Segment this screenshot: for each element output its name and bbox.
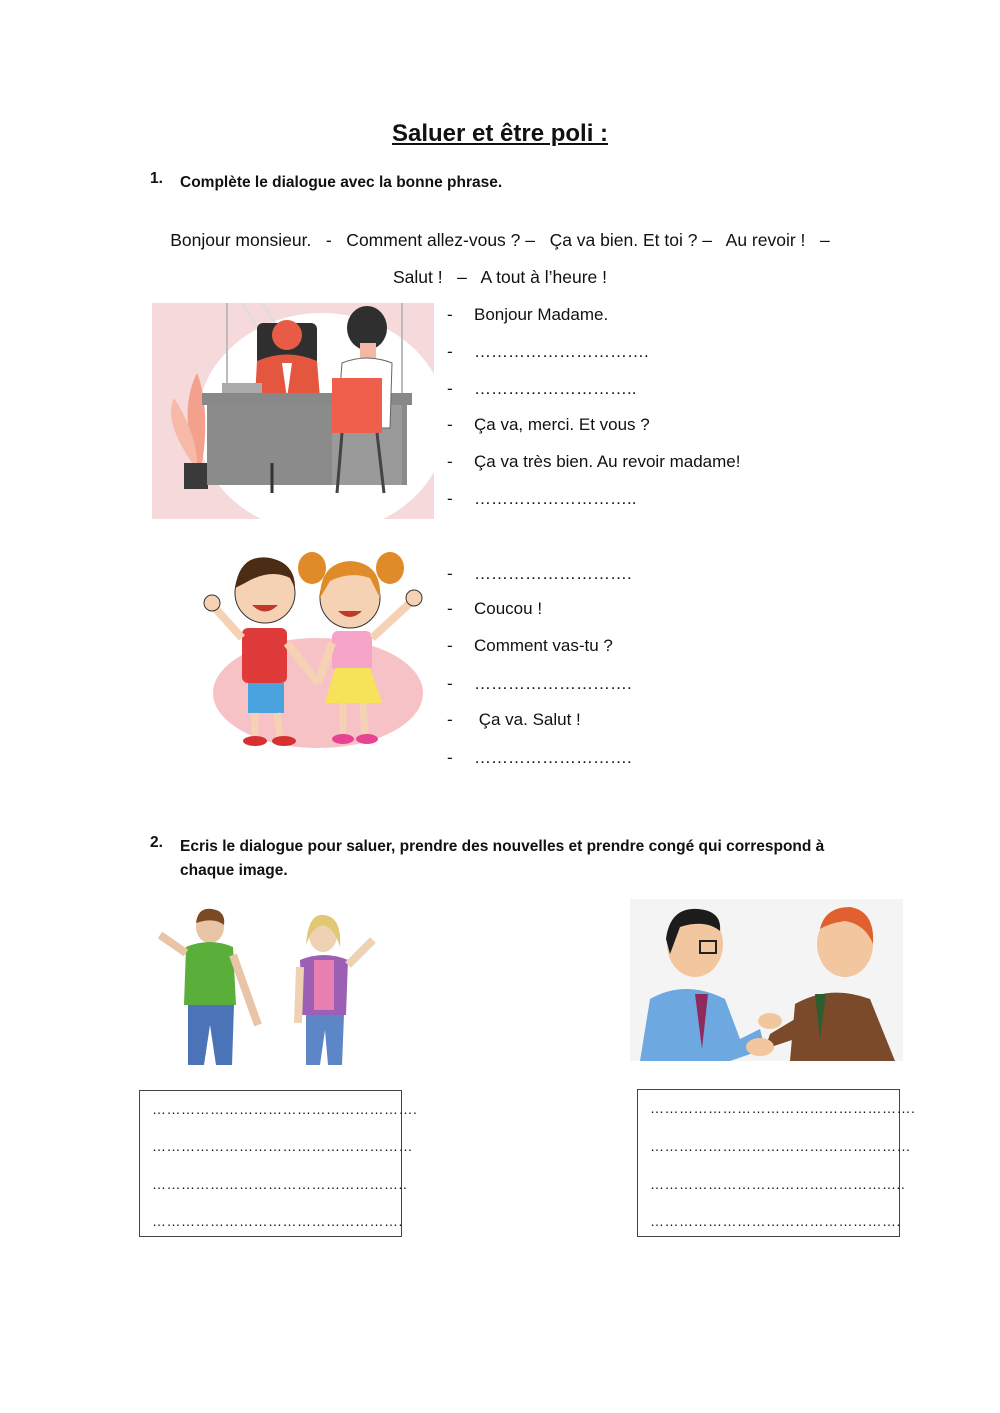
dialogue-text: Coucou ! — [474, 599, 543, 618]
dialogue-line — [447, 599, 927, 623]
dialogue-line — [447, 379, 927, 403]
answer-line[interactable]: …………………………………………….. — [650, 1176, 906, 1192]
dialogue-text: Ça va. Salut ! — [474, 710, 581, 729]
dialogue-text: Ça va très bien. Au revoir madame! — [474, 452, 741, 471]
answer-line[interactable]: ……………………………………………… — [152, 1138, 413, 1154]
dialogue-line — [447, 636, 927, 660]
dash: - — [447, 748, 453, 767]
dash: - — [447, 710, 453, 729]
dialogue-text: Bonjour Madame. — [474, 305, 609, 324]
dialogue-line — [447, 415, 927, 439]
office-meeting-illustration — [152, 303, 434, 519]
answer-box-right[interactable] — [637, 1089, 916, 1237]
children-waving-illustration — [200, 543, 435, 753]
answer-blank[interactable]: ……………………….. — [474, 489, 637, 508]
answer-line[interactable]: ……………………………………………. — [152, 1213, 403, 1229]
answer-blank[interactable]: ………………………. — [474, 564, 632, 583]
answer-blank[interactable]: ………………………. — [474, 748, 632, 767]
answer-blank[interactable]: …………………………. — [474, 342, 649, 361]
dash: - — [447, 415, 453, 434]
answer-blank[interactable]: ………………………. — [474, 674, 632, 693]
page-title: Saluer et être poli : — [391, 120, 609, 147]
dialogue-text: Ça va, merci. Et vous ? — [474, 415, 650, 434]
instruction-text: Ecris le dialogue pour saluer, prendre des nouvelles et prendre congé qui correspond à — [180, 838, 825, 855]
answer-line[interactable]: ……………………………………………… — [650, 1138, 911, 1154]
dash: - — [447, 342, 453, 361]
dialogue-2 — [447, 562, 927, 782]
exercise-2-instruction — [150, 834, 950, 889]
dialogue-line — [447, 305, 927, 329]
dash: - — [447, 305, 453, 324]
dash: - — [447, 452, 453, 471]
instruction-text: Complète le dialogue avec la bonne phrase. — [180, 174, 503, 191]
dialogue-line — [447, 452, 927, 476]
dialogue-1 — [447, 303, 927, 523]
dialogue-line — [447, 564, 927, 588]
answer-blank[interactable]: ……………………….. — [474, 379, 637, 398]
exercise-number: 2. — [150, 834, 163, 851]
dash: - — [447, 674, 453, 693]
business-handshake-illustration — [630, 899, 903, 1061]
teens-waving-illustration — [148, 905, 393, 1067]
answer-box-left[interactable] — [139, 1090, 418, 1237]
dialogue-text: Comment vas-tu ? — [474, 636, 613, 655]
dash: - — [447, 564, 453, 583]
dialogue-line — [447, 489, 927, 513]
word-bank-line-1: Bonjour monsieur. - Comment allez-vous ? – Ça va bien. Et toi ? – Au revoir ! – — [170, 230, 830, 250]
dialogue-line — [447, 342, 927, 366]
exercise-1-instruction — [150, 170, 950, 200]
dash: - — [447, 489, 453, 508]
dialogue-line — [447, 674, 927, 698]
dash: - — [447, 599, 453, 618]
dialogue-line — [447, 710, 927, 734]
dash: - — [447, 379, 453, 398]
instruction-text: chaque image. — [180, 862, 288, 879]
answer-line[interactable]: ………………………………………………. — [650, 1100, 916, 1116]
word-bank-line-2: Salut ! – A tout à l’heure ! — [392, 267, 608, 287]
answer-line[interactable]: …………………………………………….. — [152, 1176, 408, 1192]
answer-line[interactable]: ……………………………………………. — [650, 1213, 901, 1229]
dash: - — [447, 636, 453, 655]
answer-line[interactable]: ………………………………………………. — [152, 1101, 418, 1117]
exercise-number: 1. — [150, 170, 163, 187]
dialogue-line — [447, 748, 927, 772]
